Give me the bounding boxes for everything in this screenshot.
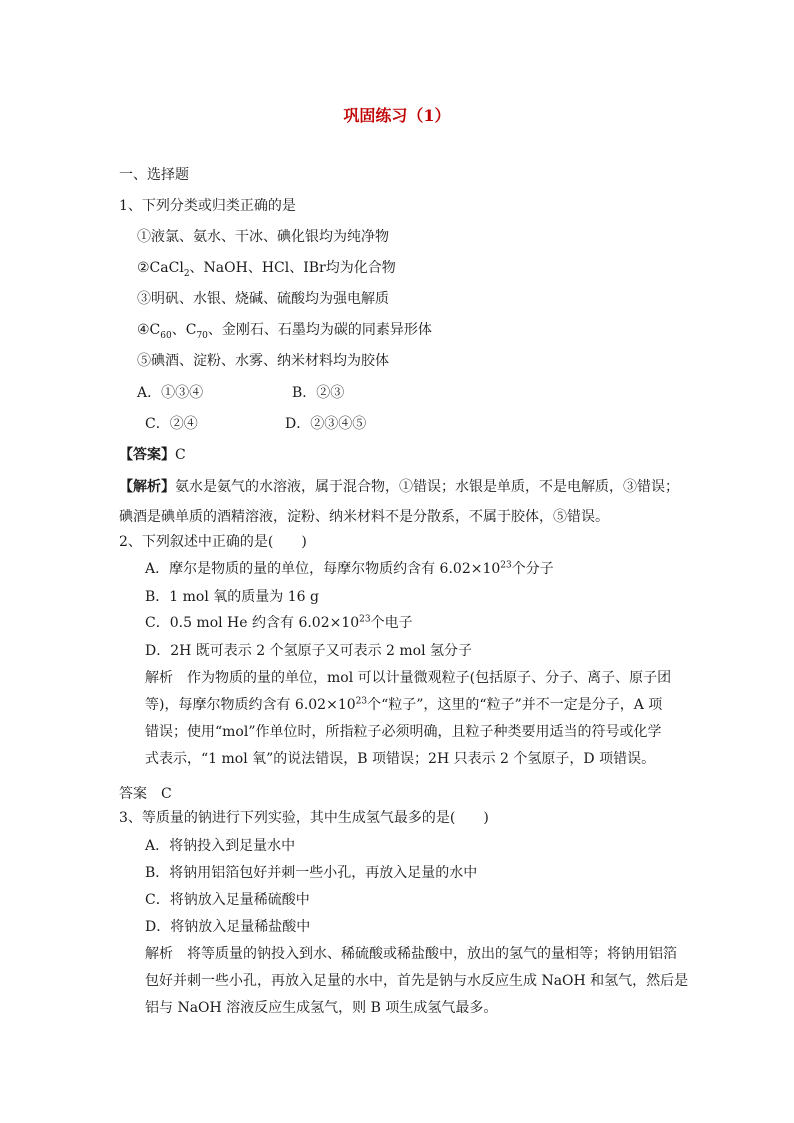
q2-answer: 答案 C [119, 786, 172, 802]
q3-stem: 3、等质量的钠进行下列实验，其中生成氢气最多的是( ) [119, 810, 489, 826]
q3-option-d: D．将钠放入足量稀盐酸中 [145, 919, 311, 935]
q3-analysis-line-2: 包好并刺一些小孔，再放入足量的水中，首先是钠与水反应生成 NaOH 和氢气，然后是 [145, 973, 689, 989]
q1-option-a: A．①③④ [137, 385, 204, 401]
q1-option-d: D．②③④⑤ [285, 416, 367, 432]
q2-option-a: A．摩尔是物质的量的单位，每摩尔物质约含有 $6.02\times 10^{23}$个分子 [145, 560, 554, 577]
q1-analysis-line-2: 碘酒是碘单质的酒精溶液，淀粉、纳米材料不是分散系，不属于胶体，⑤错误。 [119, 509, 609, 525]
q1-option-b: B．②③ [292, 385, 345, 401]
q3-option-a: A．将钠投入到足量水中 [145, 838, 296, 854]
q1-statement-3: ③明矾、水银、烧碱、硫酸均为强电解质 [137, 291, 389, 307]
q2-analysis-line-3: 错误；使用“mol”作单位时，所指粒子必须明确，且粒子种类要用适当的符号或化学 [145, 724, 662, 740]
q1-statement-2: ②CaCl$_2$、NaOH、HCl、IBr均为化合物 [137, 260, 396, 279]
q3-analysis-line-1: 解析 将等质量的钠投入到水、稀硫酸或稀盐酸中，放出的氢气的量相等；将钠用铝箔 [145, 946, 677, 962]
page-title: 巩固练习（1） [343, 106, 451, 125]
q2-analysis-line-4: 式表示，“1 mol 氧”的说法错误，B 项错误；2H 只表示 2 个氢原子，D 项错误。 [145, 751, 656, 767]
q2-stem: 2、下列叙述中正确的是( ) [119, 534, 307, 550]
q1-stem: 1、下列分类或归类正确的是 [119, 198, 296, 214]
q3-option-c: C．将钠放入足量稀硫酸中 [145, 892, 310, 908]
q1-option-c: C．②④ [145, 416, 198, 432]
q1-statement-5: ⑤碘酒、淀粉、水雾、纳米材料均为胶体 [137, 353, 389, 369]
q2-option-d: D．2H 既可表示 2 个氢原子又可表示 2 mol 氢分子 [145, 643, 473, 659]
q3-analysis-line-3: 铝与 NaOH 溶液反应生成氢气，则 B 项生成氢气最多。 [145, 1000, 498, 1016]
q2-analysis-line-1: 解析 作为物质的量的单位，mol 可以计量微观粒子(包括原子、分子、离子、原子团 [145, 670, 672, 686]
q1-answer: 【答案】C [119, 447, 186, 463]
q1-statement-1: ①液氯、氨水、干冰、碘化银均为纯净物 [137, 229, 389, 245]
q2-option-c: C．0.5 mol He 约含有 $6.02\times 10^{23}$个电子 [145, 614, 413, 631]
q3-option-b: B．将钠用铝箔包好并刺一些小孔，再放入足量的水中 [145, 865, 478, 881]
q2-option-b: B．1 mol 氧的质量为 16 g [145, 589, 319, 605]
section-heading: 一、选择题 [119, 167, 189, 183]
q1-statement-4: $④C_{60}$、$C_{70}$、金刚石、石墨均为碳的同素异形体 [137, 322, 432, 341]
q1-analysis-line-1: 【解析】氨水是氨气的水溶液，属于混合物，①错误；水银是单质，不是电解质，③错误； [119, 479, 679, 495]
q2-analysis-line-2: 等)，每摩尔物质约含有 $6.02\times 10^{23}$个“粒子”，这里的“粒子”并不一定是分子，A 项 [145, 696, 663, 713]
